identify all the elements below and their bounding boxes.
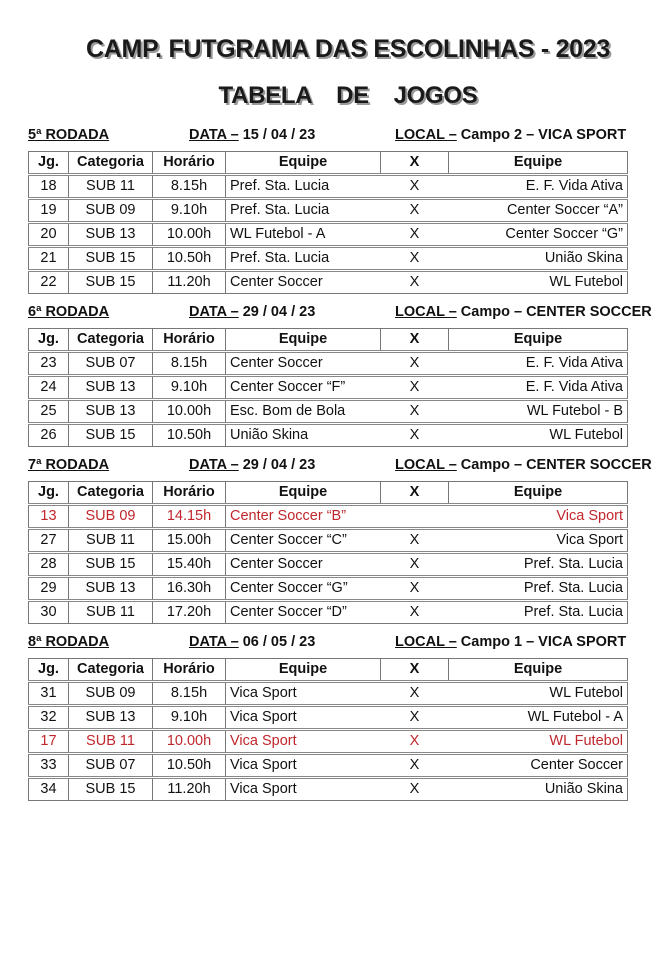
header-equipe-away: Equipe [449, 481, 628, 504]
game-time: 10.50h [153, 423, 226, 446]
game-number: 24 [29, 375, 69, 399]
header-jg: Jg. [29, 658, 69, 681]
header-equipe-home: Equipe [226, 481, 381, 504]
game-number: 21 [29, 246, 69, 270]
versus-mark: X [409, 177, 420, 194]
game-number: 29 [29, 576, 69, 600]
game-category: SUB 13 [69, 222, 153, 246]
versus-mark: X [409, 402, 420, 419]
home-team: Center Soccer “G” [226, 576, 381, 600]
away-team: União Skina [449, 246, 628, 270]
header-categoria: Categoria [69, 481, 153, 504]
game-row [29, 681, 628, 705]
date-value: 29 / 04 / 23 [238, 456, 316, 473]
header-jg: Jg. [29, 481, 69, 504]
table-header-row [29, 151, 628, 174]
date-label: DATA – [189, 633, 239, 650]
game-number: 17 [29, 729, 69, 753]
game-number: 33 [29, 753, 69, 777]
header-equipe-home: Equipe [226, 328, 381, 351]
away-team: E. F. Vida Ativa [449, 174, 628, 198]
header-horario: Horário [153, 658, 226, 681]
round-label: 6ª RODADA [28, 303, 110, 320]
game-time: 15.00h [153, 528, 226, 552]
versus-mark: X [409, 225, 420, 242]
game-time: 10.50h [153, 753, 226, 777]
round-date [189, 455, 395, 475]
home-team: Pref. Sta. Lucia [226, 246, 381, 270]
game-time: 9.10h [153, 375, 226, 399]
header-jg: Jg. [29, 151, 69, 174]
game-row [29, 246, 628, 270]
games-table [28, 328, 628, 447]
away-team: Center Soccer “G” [449, 222, 628, 246]
round-location [395, 632, 658, 652]
away-team: Vica Sport [449, 504, 628, 528]
versus-mark: X [409, 531, 420, 548]
game-row [29, 198, 628, 222]
game-row [29, 705, 628, 729]
game-time: 11.20h [153, 270, 226, 293]
game-time: 8.15h [153, 351, 226, 375]
round-header [28, 455, 658, 475]
round-header [28, 302, 658, 322]
header-equipe-away: Equipe [449, 328, 628, 351]
home-team: Center Soccer [226, 351, 381, 375]
header-categoria: Categoria [69, 658, 153, 681]
game-number: 30 [29, 600, 69, 623]
versus-mark: X [409, 555, 420, 572]
header-equipe-away: Equipe [449, 151, 628, 174]
round-date [189, 632, 395, 652]
game-time: 10.00h [153, 222, 226, 246]
home-team: Center Soccer [226, 270, 381, 293]
away-team: Pref. Sta. Lucia [449, 552, 628, 576]
home-team: Vica Sport [226, 681, 381, 705]
location-label: LOCAL – [395, 633, 457, 650]
round-label: 8ª RODADA [28, 633, 110, 650]
game-row [29, 729, 628, 753]
game-category: SUB 15 [69, 270, 153, 293]
location-value: Campo 2 – VICA SPORT [456, 126, 627, 143]
round-header [28, 632, 658, 652]
away-team: WL Futebol [449, 729, 628, 753]
header-horario: Horário [153, 151, 226, 174]
away-team: Center Soccer [449, 753, 628, 777]
header-categoria: Categoria [69, 151, 153, 174]
versus-mark: X [409, 756, 420, 773]
home-team: Center Soccer “D” [226, 600, 381, 623]
location-label: LOCAL – [395, 303, 457, 320]
game-category: SUB 13 [69, 399, 153, 423]
game-number: 19 [29, 198, 69, 222]
versus-mark: X [409, 603, 420, 620]
game-category: SUB 13 [69, 705, 153, 729]
away-team: E. F. Vida Ativa [449, 375, 628, 399]
game-number: 18 [29, 174, 69, 198]
table-header-row [29, 481, 628, 504]
game-time: 9.10h [153, 705, 226, 729]
away-team: WL Futebol [449, 423, 628, 446]
away-team: WL Futebol - B [449, 399, 628, 423]
versus-mark: X [409, 201, 420, 218]
versus-mark: X [409, 684, 420, 701]
game-row [29, 174, 628, 198]
home-team: Vica Sport [226, 705, 381, 729]
game-row [29, 528, 628, 552]
game-number: 22 [29, 270, 69, 293]
game-row [29, 399, 628, 423]
game-row [29, 423, 628, 446]
game-number: 32 [29, 705, 69, 729]
versus-mark [381, 504, 449, 528]
header-vs: X [381, 328, 449, 351]
document-subtitle: TABELA DE JOGOS [218, 82, 478, 109]
round-label: 5ª RODADA [28, 126, 110, 143]
game-category: SUB 15 [69, 246, 153, 270]
home-team: Center Soccer “F” [226, 375, 381, 399]
home-team: WL Futebol - A [226, 222, 381, 246]
header-jg: Jg. [29, 328, 69, 351]
location-value: Campo – CENTER SOCCER [456, 303, 652, 320]
versus-mark: X [409, 273, 420, 290]
game-category: SUB 09 [69, 198, 153, 222]
game-row [29, 504, 628, 528]
header-vs: X [381, 658, 449, 681]
home-team: Esc. Bom de Bola [226, 399, 381, 423]
round-section [28, 455, 668, 624]
away-team: União Skina [449, 777, 628, 800]
versus-mark: X [409, 780, 420, 797]
date-label: DATA – [189, 456, 239, 473]
table-header-row [29, 658, 628, 681]
game-time: 10.00h [153, 729, 226, 753]
header-vs: X [381, 481, 449, 504]
round-section [28, 632, 668, 801]
game-category: SUB 13 [69, 576, 153, 600]
game-time: 9.10h [153, 198, 226, 222]
game-category: SUB 13 [69, 375, 153, 399]
header-horario: Horário [153, 481, 226, 504]
game-category: SUB 07 [69, 753, 153, 777]
game-category: SUB 15 [69, 777, 153, 800]
game-number: 31 [29, 681, 69, 705]
game-time: 8.15h [153, 174, 226, 198]
game-number: 28 [29, 552, 69, 576]
game-number: 13 [29, 504, 69, 528]
game-row [29, 270, 628, 293]
game-category: SUB 11 [69, 729, 153, 753]
home-team: Vica Sport [226, 729, 381, 753]
date-value: 06 / 05 / 23 [238, 633, 316, 650]
home-team: Center Soccer “B” [226, 504, 381, 528]
game-row [29, 552, 628, 576]
home-team: Center Soccer “C” [226, 528, 381, 552]
game-category: SUB 11 [69, 600, 153, 623]
game-category: SUB 15 [69, 552, 153, 576]
location-label: LOCAL – [395, 126, 457, 143]
header-categoria: Categoria [69, 328, 153, 351]
round-location [395, 455, 658, 475]
rounds-container [28, 125, 668, 801]
round-header [28, 125, 658, 145]
game-time: 15.40h [153, 552, 226, 576]
away-team: Center Soccer “A” [449, 198, 628, 222]
home-team: Vica Sport [226, 777, 381, 800]
game-time: 11.20h [153, 777, 226, 800]
game-time: 10.50h [153, 246, 226, 270]
home-team: Center Soccer [226, 552, 381, 576]
away-team: Pref. Sta. Lucia [449, 576, 628, 600]
game-category: SUB 11 [69, 174, 153, 198]
game-number: 27 [29, 528, 69, 552]
versus-mark: X [409, 426, 420, 443]
games-table [28, 658, 628, 801]
header-vs: X [381, 151, 449, 174]
game-row [29, 375, 628, 399]
game-category: SUB 09 [69, 504, 153, 528]
versus-mark: X [409, 249, 420, 266]
header-equipe-away: Equipe [449, 658, 628, 681]
date-value: 29 / 04 / 23 [238, 303, 316, 320]
location-value: Campo 1 – VICA SPORT [456, 633, 627, 650]
round-section [28, 302, 668, 447]
away-team: WL Futebol - A [449, 705, 628, 729]
game-time: 14.15h [153, 504, 226, 528]
game-time: 17.20h [153, 600, 226, 623]
date-label: DATA – [189, 303, 239, 320]
versus-mark: X [409, 708, 420, 725]
round-date [189, 125, 395, 145]
header-equipe-home: Equipe [226, 151, 381, 174]
game-row [29, 600, 628, 623]
away-team: WL Futebol [449, 681, 628, 705]
location-label: LOCAL – [395, 456, 457, 473]
header-horario: Horário [153, 328, 226, 351]
game-row [29, 753, 628, 777]
game-row [29, 351, 628, 375]
game-number: 34 [29, 777, 69, 800]
versus-mark: X [409, 732, 420, 749]
home-team: Pref. Sta. Lucia [226, 174, 381, 198]
round-label: 7ª RODADA [28, 456, 110, 473]
game-number: 25 [29, 399, 69, 423]
location-value: Campo – CENTER SOCCER [456, 456, 652, 473]
table-header-row [29, 328, 628, 351]
game-number: 26 [29, 423, 69, 446]
round-location [395, 125, 658, 145]
game-number: 20 [29, 222, 69, 246]
game-category: SUB 09 [69, 681, 153, 705]
game-row [29, 222, 628, 246]
away-team: Vica Sport [449, 528, 628, 552]
header-equipe-home: Equipe [226, 658, 381, 681]
game-time: 16.30h [153, 576, 226, 600]
game-time: 8.15h [153, 681, 226, 705]
game-category: SUB 15 [69, 423, 153, 446]
round-date [189, 302, 395, 322]
game-category: SUB 11 [69, 528, 153, 552]
versus-mark: X [409, 354, 420, 371]
away-team: Pref. Sta. Lucia [449, 600, 628, 623]
home-team: Pref. Sta. Lucia [226, 198, 381, 222]
home-team: Vica Sport [226, 753, 381, 777]
document-title: CAMP. FUTGRAMA DAS ESCOLINHAS - 2023 [86, 35, 610, 63]
games-table [28, 481, 628, 624]
date-value: 15 / 04 / 23 [238, 126, 316, 143]
away-team: WL Futebol [449, 270, 628, 293]
home-team: União Skina [226, 423, 381, 446]
games-table [28, 151, 628, 294]
date-label: DATA – [189, 126, 239, 143]
round-section [28, 125, 668, 294]
game-category: SUB 07 [69, 351, 153, 375]
game-number: 23 [29, 351, 69, 375]
versus-mark: X [409, 378, 420, 395]
game-row [29, 576, 628, 600]
game-time: 10.00h [153, 399, 226, 423]
game-row [29, 777, 628, 800]
versus-mark: X [409, 579, 420, 596]
away-team: E. F. Vida Ativa [449, 351, 628, 375]
round-location [395, 302, 658, 322]
